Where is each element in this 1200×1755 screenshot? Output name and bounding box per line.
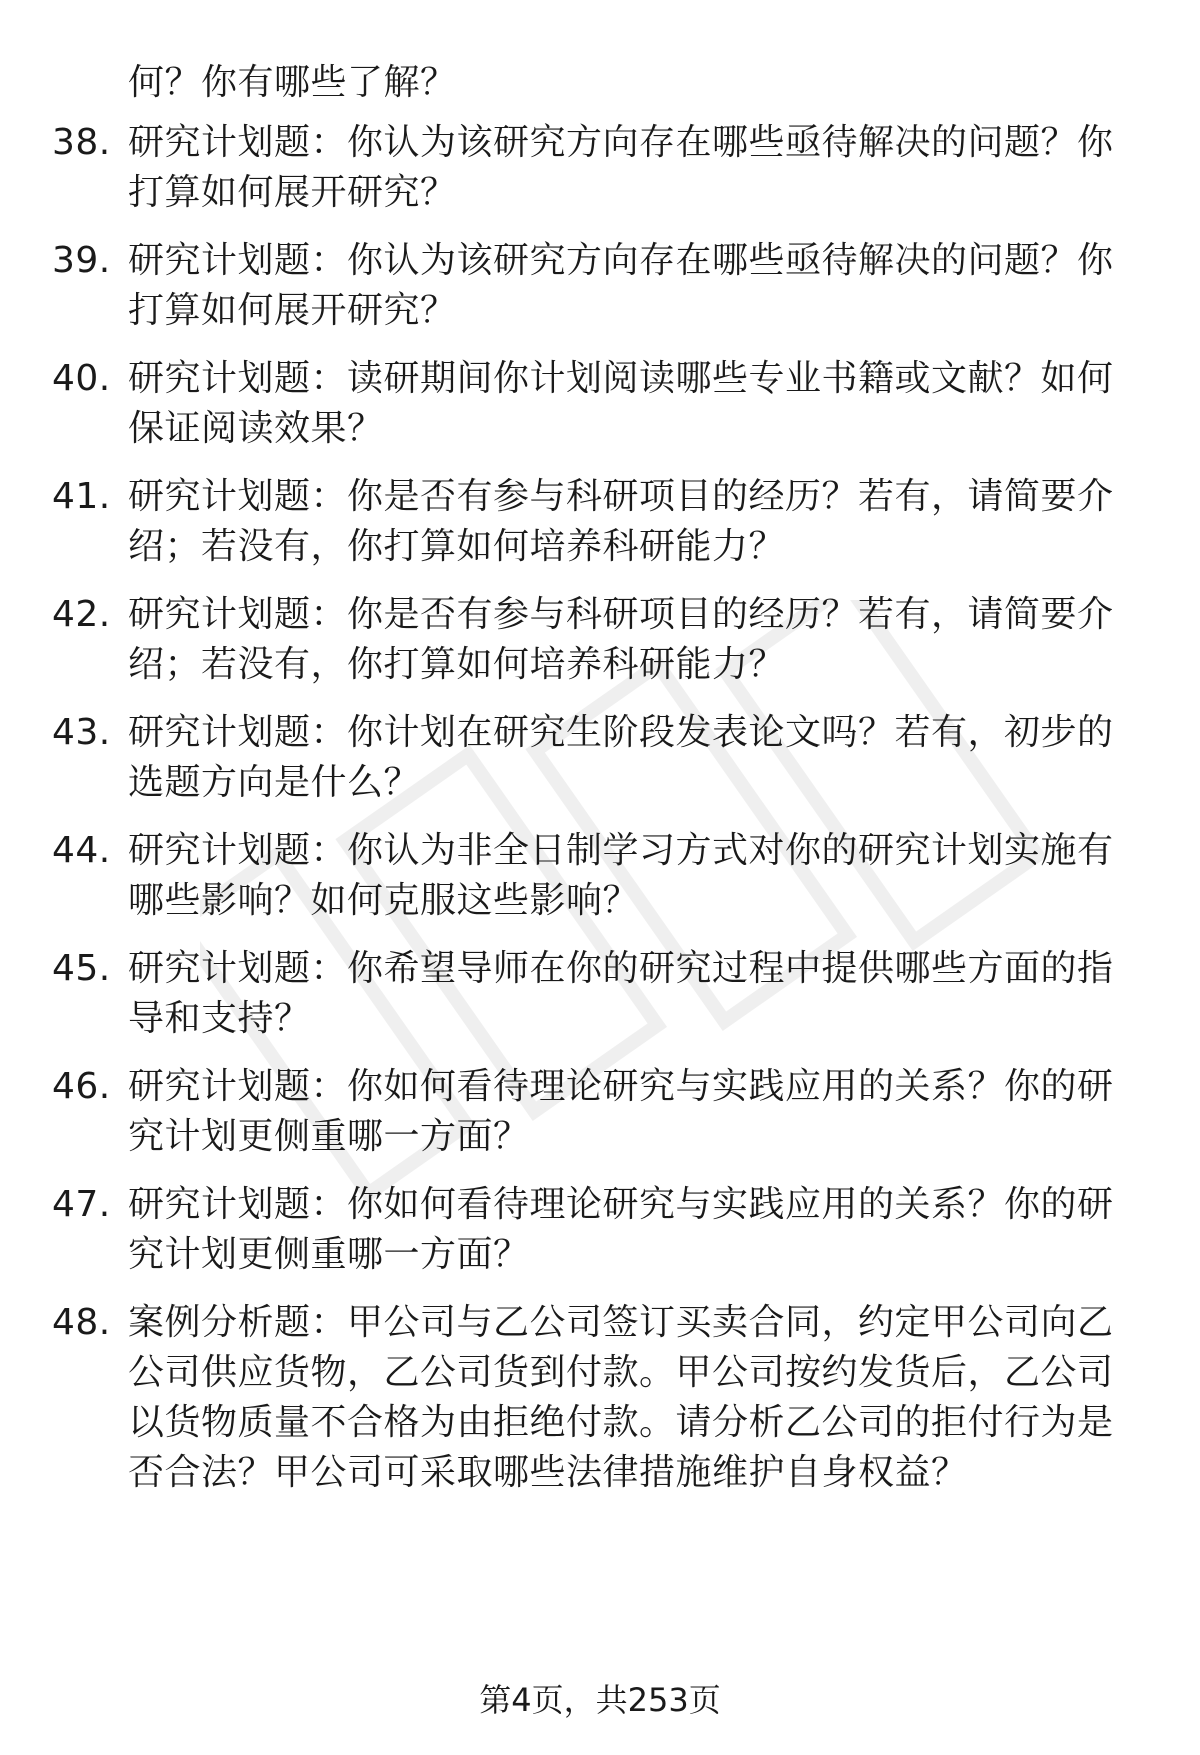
question-text: 研究计划题：你是否有参与科研项目的经历？若有，请简要介绍；若没有，你打算如何培养科研能力？	[128, 594, 1114, 685]
question-number: 40.	[52, 358, 111, 399]
question-text: 研究计划题：你是否有参与科研项目的经历？若有，请简要介绍；若没有，你打算如何培养科研能力？	[128, 476, 1114, 567]
question-text: 研究计划题：你计划在研究生阶段发表论文吗？若有，初步的选题方向是什么？	[128, 712, 1114, 803]
question-number: 48.	[52, 1302, 111, 1343]
question-text: 研究计划题：你如何看待理论研究与实践应用的关系？你的研究计划更侧重哪一方面？	[128, 1066, 1114, 1157]
question-number: 44.	[52, 830, 111, 871]
continuation-line: 何？你有哪些了解？	[128, 62, 457, 103]
question-number: 46.	[52, 1066, 111, 1107]
question-number: 47.	[52, 1184, 111, 1225]
question-text: 研究计划题：读研期间你计划阅读哪些专业书籍或文献？如何保证阅读效果？	[128, 358, 1114, 449]
question-number: 43.	[52, 712, 111, 753]
question-number: 42.	[52, 594, 111, 635]
question-text: 研究计划题：你如何看待理论研究与实践应用的关系？你的研究计划更侧重哪一方面？	[128, 1184, 1114, 1275]
question-number: 45.	[52, 948, 111, 989]
question-number: 39.	[52, 240, 111, 281]
question-text: 研究计划题：你认为非全日制学习方式对你的研究计划实施有哪些影响？如何克服这些影响？	[128, 830, 1114, 921]
question-number: 41.	[52, 476, 111, 517]
question-text: 研究计划题：你认为该研究方向存在哪些亟待解决的问题？你打算如何展开研究？	[128, 240, 1114, 331]
question-text: 研究计划题：你认为该研究方向存在哪些亟待解决的问题？你打算如何展开研究？	[128, 122, 1114, 213]
page-footer: 第4页，共253页	[479, 1681, 721, 1719]
question-text: 研究计划题：你希望导师在你的研究过程中提供哪些方面的指导和支持？	[128, 948, 1114, 1039]
question-number: 38.	[52, 122, 111, 163]
question-text: 案例分析题：甲公司与乙公司签订买卖合同，约定甲公司向乙公司供应货物，乙公司货到付款。甲公司按约发货后，乙公司以货物质量不合格为由拒绝付款。请分析乙公司的拒付行为是否合法？甲公司可采取哪些法律措施维护自身权益？	[128, 1302, 1114, 1493]
